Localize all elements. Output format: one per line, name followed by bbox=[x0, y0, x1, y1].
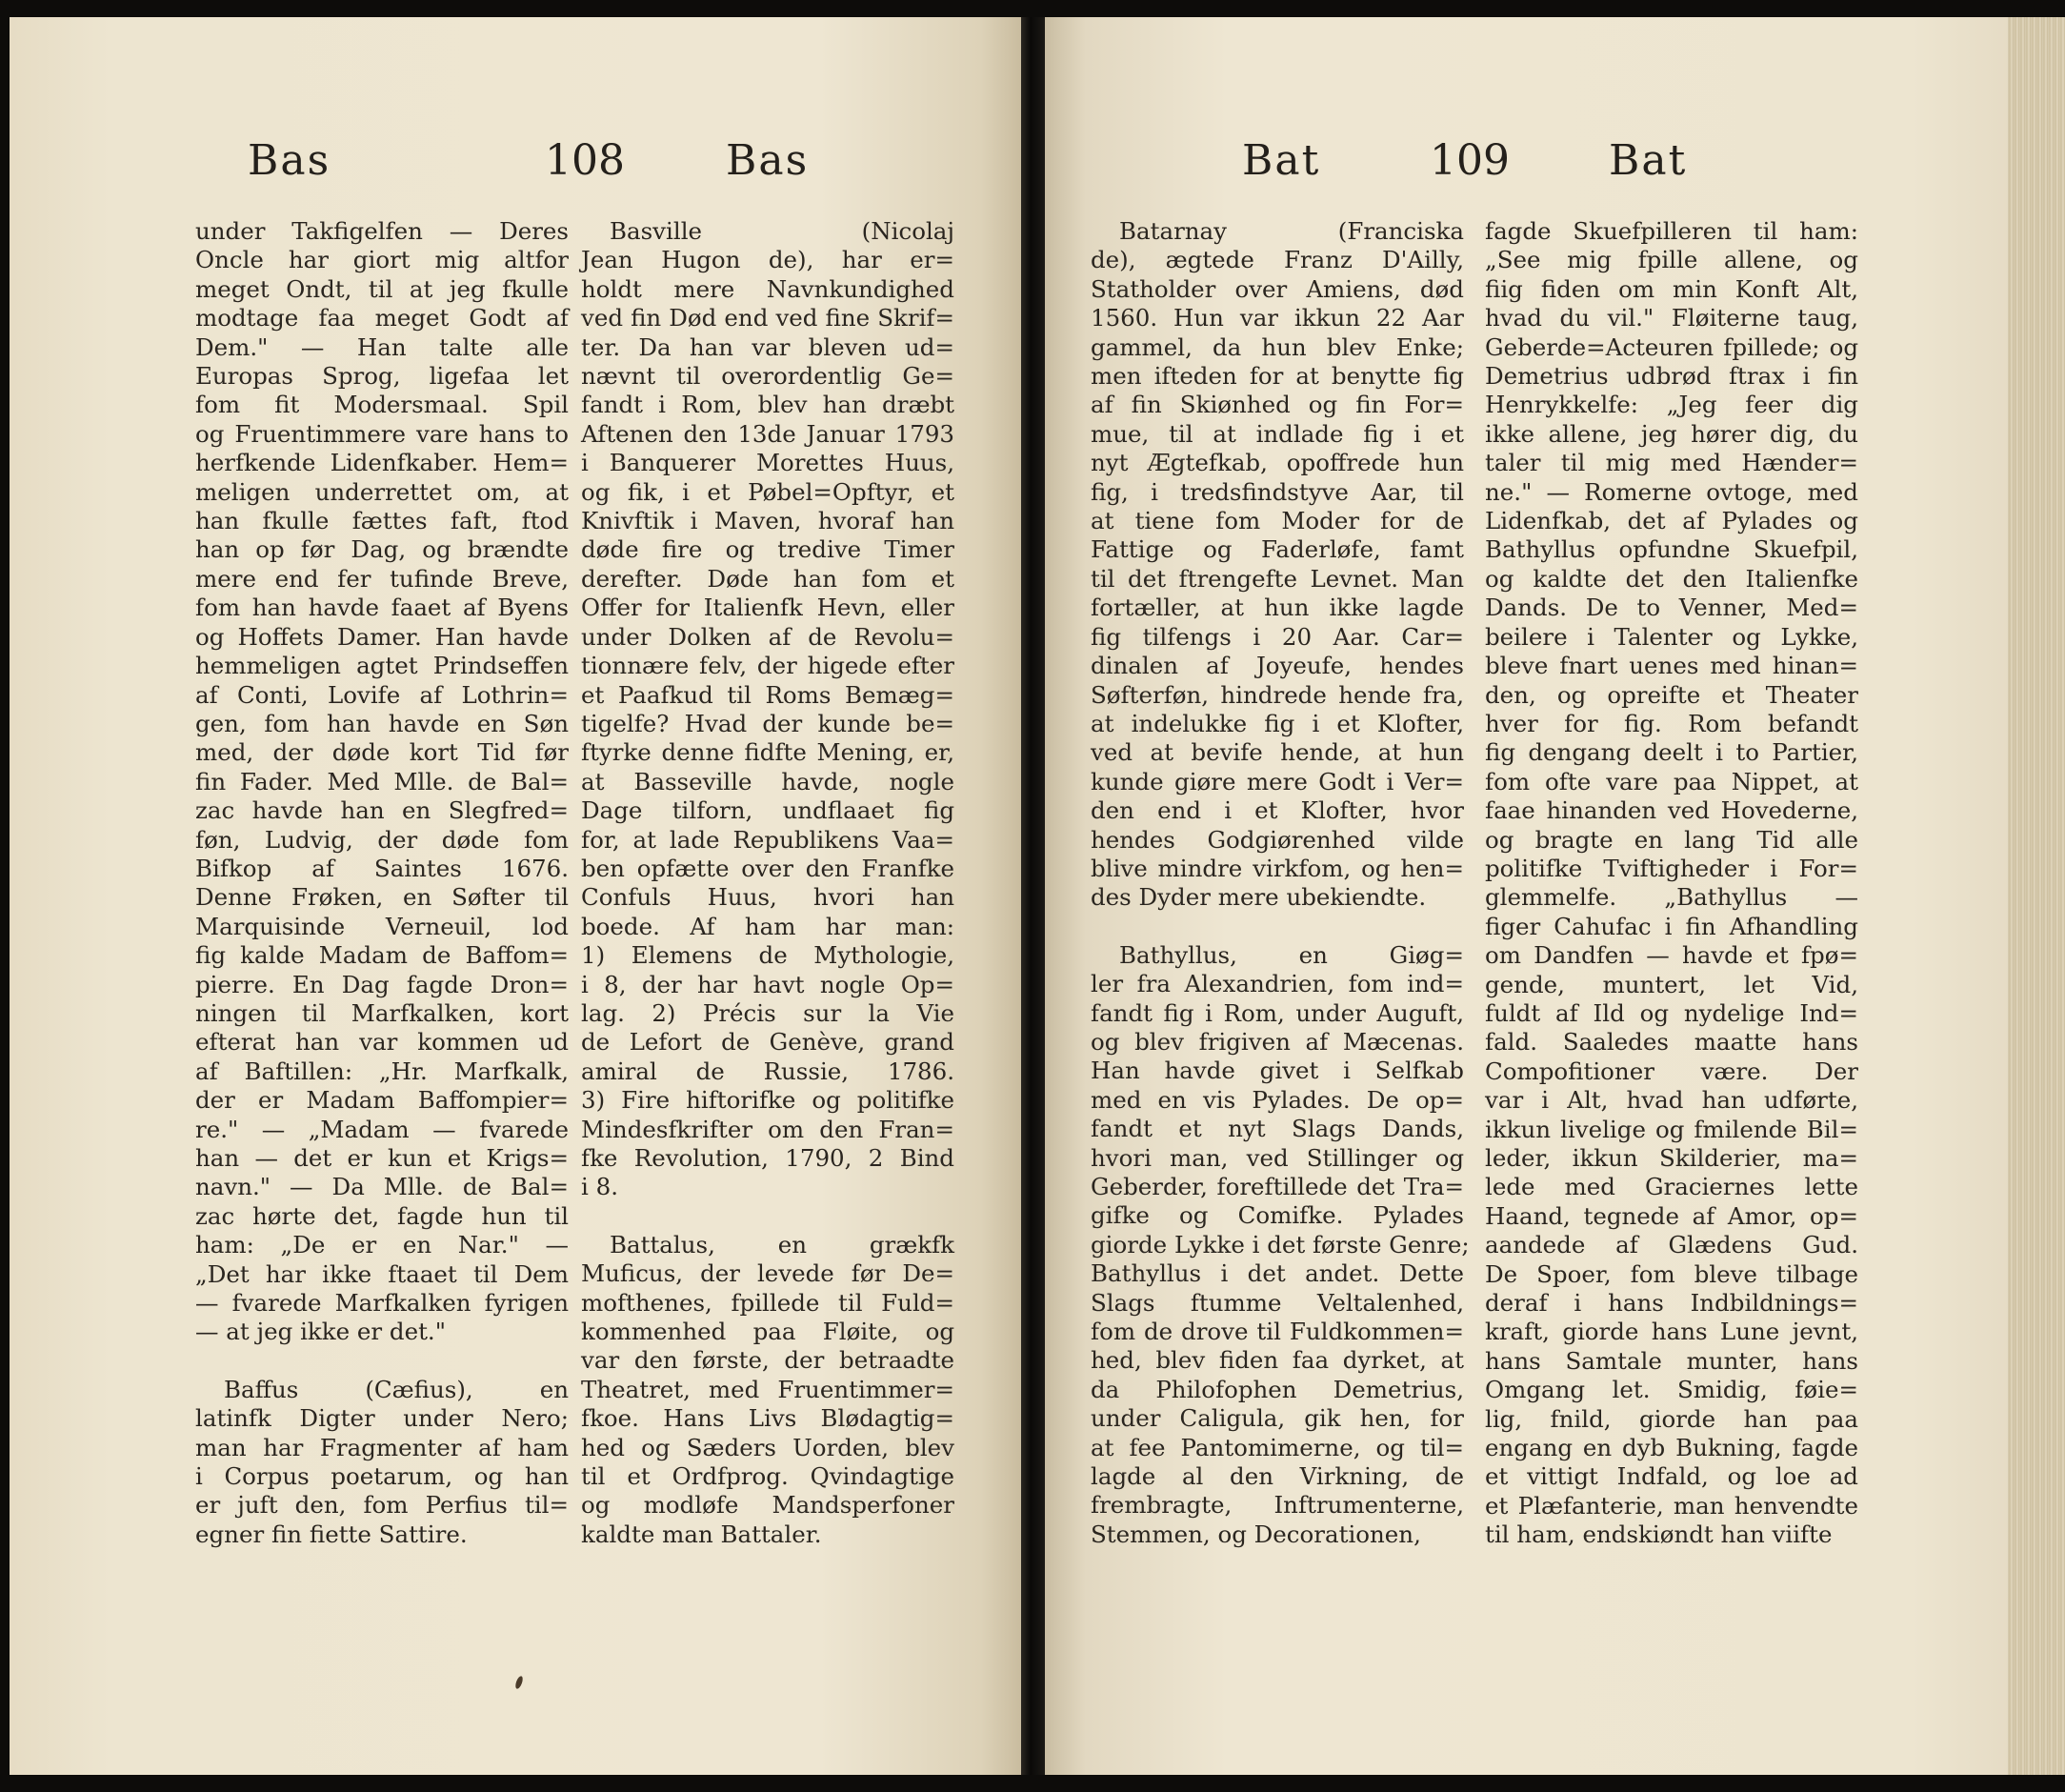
text-line: ved at bevife hende, at hun bbox=[1091, 738, 1464, 767]
text-line: blive mindre virkfom, og hen= bbox=[1091, 854, 1464, 882]
text-line: amiral de Russie, 1786. bbox=[581, 1057, 954, 1085]
text-line: fom ofte vare paa Nippet, at bbox=[1485, 767, 1858, 795]
text-line: gammel, da hun blev Enke; bbox=[1091, 332, 1464, 361]
text-line: fig kalde Madam de Baffom= bbox=[195, 941, 569, 970]
page-number-108: 108 bbox=[545, 136, 625, 185]
text-line: herfkende Lidenfkaber. Hem= bbox=[195, 449, 569, 477]
text-line: med en vis Pylades. De op= bbox=[1091, 1085, 1464, 1114]
text-line: Knivftik i Maven, hvoraf han bbox=[581, 507, 954, 535]
text-line: fom han havde faaet af Byens bbox=[195, 594, 569, 622]
text-line: fig tilfengs i 20 Aar. Car= bbox=[1091, 622, 1464, 651]
text-line: meligen underrettet om, at bbox=[195, 477, 569, 506]
text-line: og bragte en lang Tid alle bbox=[1485, 825, 1858, 854]
text-line: hvori man, ved Stillinger og bbox=[1091, 1143, 1464, 1172]
entry-bathyllus-cont bbox=[1485, 217, 1858, 1550]
text-line: Slags ftumme Veltalenhed, bbox=[1091, 1288, 1464, 1317]
text-line: boede. Af ham har man: bbox=[581, 912, 954, 940]
text-line: pierre. En Dag fagde Dron= bbox=[195, 970, 569, 998]
text-line: Lidenfkab, det af Pylades og bbox=[1485, 507, 1858, 535]
text-line: Geberde=Acteuren fpillede; og bbox=[1485, 332, 1858, 361]
text-line: og fik, i et Pøbel=Opftyr, et bbox=[581, 477, 954, 506]
text-line: deraf i hans Indbildnings= bbox=[1485, 1289, 1858, 1318]
text-line: — fvarede Marfkalken fyrigen bbox=[195, 1289, 569, 1318]
text-line: fkoe. Hans Livs Blødagtig= bbox=[581, 1404, 954, 1433]
text-line: fagde Skuefpilleren til ham: bbox=[1485, 217, 1858, 245]
text-line: at Basseville havde, nogle bbox=[581, 767, 954, 795]
text-line: mofthenes, fpillede til Fuld= bbox=[581, 1288, 954, 1317]
text-line: Basville (Nicolaj bbox=[610, 217, 954, 245]
text-line: er juft den, fom Perfius til= bbox=[195, 1491, 569, 1520]
text-line: den, og opreifte et Theater bbox=[1485, 680, 1858, 709]
text-line: fin Fader. Med Mlle. de Bal= bbox=[195, 767, 569, 795]
text-line: Søfterføn, hindrede hende fra, bbox=[1091, 680, 1464, 709]
text-column-left-1 bbox=[195, 217, 569, 1549]
text-line: og blev frigiven af Mæcenas. bbox=[1091, 1027, 1464, 1056]
text-line: at tiene fom Moder for de bbox=[1091, 507, 1464, 535]
text-line: „Det har ikke ftaaet til Dem bbox=[195, 1259, 569, 1288]
text-line: hvad du vil." Fløiterne taug, bbox=[1485, 304, 1858, 332]
text-line: og modløfe Mandsperfoner bbox=[581, 1491, 954, 1520]
entry-battalus bbox=[581, 1231, 954, 1549]
text-line: og Hoffets Damer. Han havde bbox=[195, 622, 569, 651]
text-line: beilere i Talenter og Lykke, bbox=[1485, 622, 1858, 651]
text-line: til et Ordfprog. Qvindagtige bbox=[581, 1462, 954, 1491]
text-line: Jean Hugon de), har er= bbox=[581, 246, 954, 274]
text-line: figer Cahufac i fin Afhandling bbox=[1485, 912, 1858, 940]
text-line: — at jeg ikke er det." bbox=[195, 1318, 446, 1346]
text-line: dinalen af Joyeufe, hendes bbox=[1091, 652, 1464, 680]
text-line: af Conti, Lovife af Lothrin= bbox=[195, 680, 569, 709]
text-line: af fin Skiønhed og fin For= bbox=[1091, 391, 1464, 419]
text-line: fom de drove til Fuldkommen= bbox=[1091, 1318, 1464, 1346]
text-line: kommenhed paa Fløite, og bbox=[581, 1318, 954, 1346]
text-line: for, at lade Republikens Vaa= bbox=[581, 825, 954, 854]
right-page bbox=[1045, 17, 2065, 1775]
text-line: gifke og Comifke. Pylades bbox=[1091, 1201, 1464, 1230]
text-line: et Paafkud til Roms Bemæg= bbox=[581, 680, 954, 709]
text-line: Bifkop af Saintes 1676. bbox=[195, 854, 569, 882]
text-line: Offer for Italienfk Hevn, eller bbox=[581, 594, 954, 622]
text-line: aandede af Glædens Gud. bbox=[1485, 1231, 1858, 1259]
text-line: kraft, giorde hans Lune jevnt, bbox=[1485, 1318, 1858, 1346]
text-line: Europas Sprog, ligefaa let bbox=[195, 362, 569, 391]
text-line: til det ftrengefte Levnet. Man bbox=[1091, 564, 1464, 593]
text-line: til ham, endskiøndt han viifte bbox=[1485, 1520, 1833, 1549]
text-line: han op før Dag, og brændte bbox=[195, 535, 569, 564]
text-line: de Lefort de Genève, grand bbox=[581, 1028, 954, 1057]
text-line: De Spoer, fom bleve tilbage bbox=[1485, 1259, 1858, 1288]
text-line: hed, blev fiden faa dyrket, at bbox=[1091, 1346, 1464, 1375]
text-line: i 8, der har havt nogle Op= bbox=[581, 970, 954, 998]
page-edges bbox=[2008, 17, 2065, 1775]
text-line: Batarnay (Franciska bbox=[1119, 217, 1464, 245]
text-line: Bathyllus opfundne Skuefpil, bbox=[1485, 535, 1858, 564]
text-line: fald. Saaledes maatte hans bbox=[1485, 1028, 1858, 1057]
text-line: lig, fnild, giorde han paa bbox=[1485, 1404, 1858, 1433]
text-line: nyt Ægtefkab, opoffrede hun bbox=[1091, 449, 1464, 477]
text-line: tigelfe? Hvad der kunde be= bbox=[581, 709, 954, 737]
text-line: kunde giøre mere Godt i Ver= bbox=[1091, 767, 1464, 795]
text-line: 3) Fire hiftorifke og politifke bbox=[581, 1086, 954, 1115]
text-line: Theatret, med Fruentimmer= bbox=[581, 1375, 954, 1403]
text-line: under Takfigelfen — Deres bbox=[195, 217, 569, 245]
text-line: hemmeligen agtet Prindseffen bbox=[195, 652, 569, 680]
text-line: Compofitioner være. Der bbox=[1485, 1057, 1858, 1085]
text-line: derefter. Døde han fom et bbox=[581, 564, 954, 593]
text-line: et Plæfanterie, man henvendte bbox=[1485, 1491, 1858, 1520]
text-line: mere end fer tufinde Breve, bbox=[195, 564, 569, 593]
text-line: i Corpus poetarum, og han bbox=[195, 1462, 569, 1491]
text-line: tionnære felv, der higede efter bbox=[581, 652, 954, 680]
entry-bassompierre-cont bbox=[195, 217, 569, 1347]
text-line: fiig fiden om min Konft Alt, bbox=[1485, 274, 1858, 303]
text-line: der er Madam Baffompier= bbox=[195, 1086, 569, 1115]
text-line: da Philofophen Demetrius, bbox=[1091, 1375, 1464, 1403]
text-line: Aftenen den 13de Januar 1793 bbox=[581, 419, 954, 448]
text-line: Geberder, foreftillede det Tra= bbox=[1091, 1173, 1464, 1200]
text-line: af Baftillen: „Hr. Marfkalk, bbox=[195, 1057, 569, 1085]
text-line: med, der døde kort Tid før bbox=[195, 738, 569, 767]
text-line: fom fit Modersmaal. Spil bbox=[195, 391, 569, 419]
text-line: kaldte man Battaler. bbox=[581, 1520, 822, 1548]
text-line: ter. Da han var bleven ud= bbox=[581, 332, 954, 361]
text-line: Marquisinde Verneuil, lod bbox=[195, 912, 569, 940]
text-line: fuldt af Ild og nydelige Ind= bbox=[1485, 998, 1858, 1027]
text-line: Dage tilforn, undflaaet fig bbox=[581, 796, 954, 825]
text-line: faae hinanden ved Hovederne, bbox=[1485, 796, 1858, 825]
entry-batarnay bbox=[1091, 217, 1464, 913]
running-head-right-word: Bat bbox=[1609, 136, 1688, 185]
running-head-right bbox=[1045, 136, 2065, 203]
text-line: hans Samtale munter, hans bbox=[1485, 1346, 1858, 1375]
book-spine bbox=[1021, 17, 1045, 1775]
text-line: hver for fig. Rom befandt bbox=[1485, 709, 1858, 737]
text-line: Bathyllus, en Giøg= bbox=[1119, 940, 1464, 969]
text-line: fortæller, at hun ikke lagde bbox=[1091, 594, 1464, 622]
text-line: hed og Sæders Uorden, blev bbox=[581, 1433, 954, 1461]
text-line: han fkulle fættes faft, ftod bbox=[195, 507, 569, 535]
text-line: des Dyder mere ubekiendte. bbox=[1091, 883, 1427, 912]
text-line: Mindesfkrifter om den Fran= bbox=[581, 1115, 954, 1143]
left-page bbox=[10, 17, 1021, 1775]
text-line: meget Ondt, til at jeg fkulle bbox=[195, 274, 569, 303]
text-line: ham: „De er en Nar." — bbox=[195, 1231, 569, 1259]
running-head-left-word: Bas bbox=[248, 136, 331, 185]
text-line: „See mig fpille allene, og bbox=[1485, 246, 1858, 274]
text-line: fandt fig i Rom, under Auguft, bbox=[1091, 998, 1464, 1027]
page-number-109: 109 bbox=[1430, 136, 1510, 185]
text-line: Demetrius udbrød ftrax i fin bbox=[1485, 362, 1858, 391]
text-line: de), ægtede Franz D'Ailly, bbox=[1091, 246, 1464, 274]
text-line: Bathyllus i det andet. Dette bbox=[1091, 1259, 1464, 1288]
text-line: ler fra Alexandrien, fom ind= bbox=[1091, 970, 1464, 998]
text-line: at indelukke fig i et Klofter, bbox=[1091, 709, 1464, 737]
text-line: politifke Tviftigheder i For= bbox=[1485, 854, 1858, 882]
text-line: i 8. bbox=[581, 1173, 618, 1201]
text-line: Battalus, en grækfk bbox=[610, 1230, 954, 1258]
text-line: men ifteden for at benytte fig bbox=[1091, 362, 1464, 391]
text-line: Han havde givet i Selfkab bbox=[1091, 1057, 1464, 1085]
text-line: fandt et nyt Slags Dands, bbox=[1091, 1115, 1464, 1143]
text-line: fig, i tredsfindstyve Aar, til bbox=[1091, 477, 1464, 506]
ink-mark bbox=[514, 1675, 524, 1689]
text-line: lede med Graciernes lette bbox=[1485, 1173, 1858, 1201]
text-line: ikkun livelige og fmilende Bil= bbox=[1485, 1115, 1858, 1143]
text-line: engang en dyb Bukning, fagde bbox=[1485, 1434, 1858, 1462]
text-line: i Banquerer Morettes Huus, bbox=[581, 449, 954, 477]
text-line: fke Revolution, 1790, 2 Bind bbox=[581, 1144, 954, 1172]
text-column-right-1 bbox=[1091, 217, 1470, 1549]
text-line: Oncle har giort mig altfor bbox=[195, 246, 569, 274]
text-line: et vittigt Indfald, og loe ad bbox=[1485, 1462, 1858, 1491]
text-line: og Fruentimmere vare hans to bbox=[195, 419, 569, 448]
text-line: Denne Frøken, en Søfter til bbox=[195, 883, 569, 912]
entry-bassus bbox=[195, 1376, 569, 1549]
entry-bathyllus bbox=[1091, 940, 1470, 1550]
text-line: lag. 2) Précis sur la Vie bbox=[581, 998, 954, 1027]
text-line: fandt i Rom, blev han dræbt bbox=[581, 391, 954, 419]
text-line: Henrykkelfe: „Jeg feer dig bbox=[1485, 391, 1858, 419]
text-line: bleve fnart uenes med hinan= bbox=[1485, 652, 1858, 680]
text-line: ikke allene, jeg hører dig, du bbox=[1485, 419, 1858, 448]
text-line: Omgang let. Smidig, føie= bbox=[1485, 1376, 1858, 1404]
text-line: Stemmen, og Decorationen, bbox=[1091, 1520, 1421, 1548]
text-line: under Dolken af de Revolu= bbox=[581, 622, 954, 651]
text-line: fig dengang deelt i to Partier, bbox=[1485, 738, 1858, 767]
text-line: gen, fom han havde en Søn bbox=[195, 709, 569, 737]
text-line: under Caligula, gik hen, for bbox=[1091, 1404, 1464, 1433]
entry-basville bbox=[581, 217, 954, 1202]
text-line: Baffus (Cæfius), en bbox=[224, 1375, 569, 1403]
text-line: modtage faa meget Godt af bbox=[195, 304, 569, 332]
running-head-right-word: Bas bbox=[726, 136, 810, 185]
text-line: var i Alt, hvad han udførte, bbox=[1485, 1086, 1858, 1115]
text-line: hendes Godgiørenhed vilde bbox=[1091, 825, 1464, 854]
text-line: Haand, tegnede af Amor, op= bbox=[1485, 1201, 1858, 1230]
running-head-left-word: Bat bbox=[1242, 136, 1321, 185]
running-head-left bbox=[10, 136, 1021, 203]
text-column-right-2 bbox=[1485, 217, 1858, 1550]
text-line: Dands. De to Venner, Med= bbox=[1485, 594, 1858, 622]
text-line: han — det er kun et Krigs= bbox=[195, 1144, 569, 1172]
text-line: re." — „Madam — fvarede bbox=[195, 1115, 569, 1143]
text-line: holdt mere Navnkundighed bbox=[581, 274, 954, 303]
text-line: efterat han var kommen ud bbox=[195, 1028, 569, 1057]
text-column-left-2 bbox=[581, 217, 954, 1549]
text-line: mue, til at indlade fig i et bbox=[1091, 419, 1464, 448]
text-line: og kaldte det den Italienfke bbox=[1485, 564, 1858, 593]
text-line: Statholder over Amiens, død bbox=[1091, 274, 1464, 303]
text-line: om Dandfen — havde et fpø= bbox=[1485, 941, 1858, 970]
text-line: Muficus, der levede før De= bbox=[581, 1259, 954, 1288]
text-line: den end i et Klofter, hvor bbox=[1091, 796, 1464, 825]
text-line: zac havde han en Slegfred= bbox=[195, 796, 569, 825]
text-line: 1) Elemens de Mythologie, bbox=[581, 941, 954, 970]
text-line: Dem." — Han talte alle bbox=[195, 332, 569, 361]
text-line: lagde al den Virkning, de bbox=[1091, 1462, 1464, 1491]
text-line: zac hørte det, fagde hun til bbox=[195, 1201, 569, 1230]
text-line: ben opfætte over den Franfke bbox=[581, 854, 954, 882]
text-line: 1560. Hun var ikkun 22 Aar bbox=[1091, 304, 1464, 332]
text-line: leder, ikkun Skilderier, ma= bbox=[1485, 1144, 1858, 1172]
text-line: ftyrke denne fidfte Mening, er, bbox=[581, 738, 954, 767]
text-line: ved fin Død end ved fine Skrif= bbox=[581, 304, 954, 332]
text-line: Confuls Huus, hvori han bbox=[581, 883, 954, 912]
text-line: latinfk Digter under Nero; bbox=[195, 1404, 569, 1433]
text-line: giorde Lykke i det første Genre; bbox=[1091, 1230, 1470, 1258]
text-line: egner fin fiette Sattire. bbox=[195, 1520, 468, 1548]
text-line: gende, muntert, let Vid, bbox=[1485, 970, 1858, 998]
text-line: nævnt til overordentlig Ge= bbox=[581, 362, 954, 391]
text-line: døde fire og tredive Timer bbox=[581, 535, 954, 564]
text-line: glemmelfe. „Bathyllus — bbox=[1485, 883, 1858, 912]
text-line: man har Fragmenter af ham bbox=[195, 1433, 569, 1461]
text-line: navn." — Da Mlle. de Bal= bbox=[195, 1173, 569, 1201]
text-line: taler til mig med Hænder= bbox=[1485, 449, 1858, 477]
text-line: Fattige og Faderløfe, famt bbox=[1091, 535, 1464, 564]
text-line: ningen til Marfkalken, kort bbox=[195, 998, 569, 1027]
text-line: var den første, der betraadte bbox=[581, 1346, 954, 1375]
text-line: ne." — Romerne ovtoge, med bbox=[1485, 477, 1858, 506]
text-line: at fee Pantomimerne, og til= bbox=[1091, 1433, 1464, 1461]
text-line: frembragte, Inftrumenterne, bbox=[1091, 1491, 1464, 1520]
text-line: føn, Ludvig, der døde fom bbox=[195, 825, 569, 854]
